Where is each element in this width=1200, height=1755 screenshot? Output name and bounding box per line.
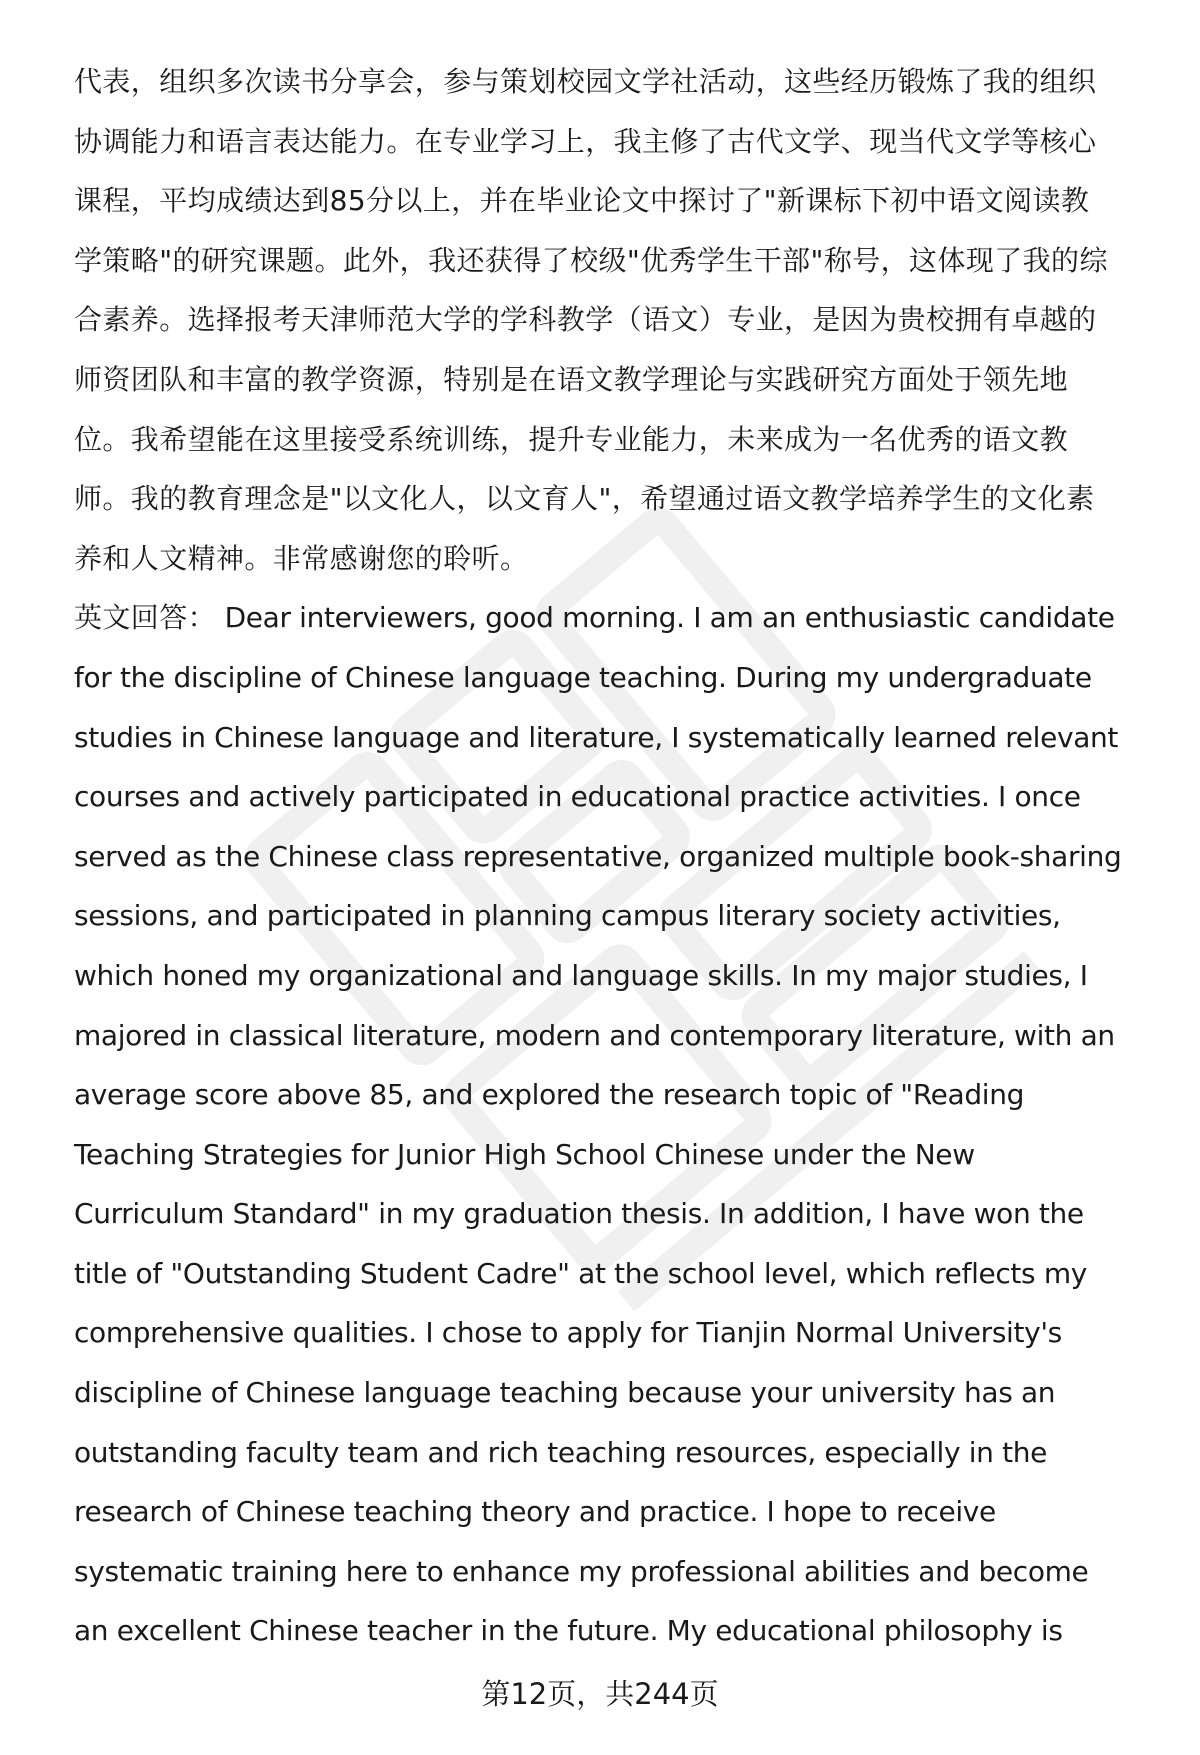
text-line: which honed my organizational and language skills. In my major studies, I [74,958,1088,992]
text-line: for the discipline of Chinese language teaching. During my undergraduate [74,660,1092,694]
chinese-paragraph [74,52,1154,588]
text-line-first [74,588,1154,648]
text-line: 师资团队和丰富的教学资源，特别是在语文教学理论与实践研究方面处于领先地 [74,362,1069,396]
text-line: studies in Chinese language and literature, I systematically learned relevant [74,720,1119,754]
text-line: comprehensive qualities. I chose to apply for Tianjin Normal University's [74,1316,1062,1350]
text-line: courses and actively participated in educational practice activities. I once [74,780,1081,814]
text-line: 合素养。选择报考天津师范大学的学科教学（语文）专业，是因为贵校拥有卓越的 [74,303,1097,337]
text-line: systematic training here to enhance my professional abilities and become [74,1554,1089,1588]
text-line: majored in classical literature, modern and contemporary literature, with an [74,1018,1115,1052]
text-line: discipline of Chinese language teaching because your university has an [74,1376,1056,1410]
text-line: 学策略"的研究课题。此外，我还获得了校级"优秀学生干部"称号，这体现了我的综 [74,243,1108,277]
text-line: 协调能力和语言表达能力。在专业学习上，我主修了古代文学、现当代文学等核心 [74,124,1097,158]
text-line: title of "Outstanding Student Cadre" at the school level, which reflects my [74,1256,1087,1290]
english-answer-paragraph [74,588,1154,1661]
text-line: 位。我希望能在这里接受系统训练，提升专业能力，未来成为一名优秀的语文教 [74,422,1069,456]
text-line: served as the Chinese class representative, organized multiple book-sharing [74,839,1122,873]
page-number: 第12页，共244页 [481,1677,719,1711]
text-line: research of Chinese teaching theory and practice. I hope to receive [74,1495,996,1529]
text-line: Teaching Strategies for Junior High School Chinese under the New [74,1137,975,1171]
text-line: sessions, and participated in planning campus literary society activities, [74,899,1061,933]
text-line: 课程，平均成绩达到85分以上，并在毕业论文中探讨了"新课标下初中语文阅读教 [74,184,1090,218]
text-line: 代表，组织多次读书分享会，参与策划校园文学社活动，这些经历锻炼了我的组织 [74,65,1097,98]
text-line: 师。我的教育理念是"以文化人，以文育人"，希望通过语文教学培养学生的文化素 [74,482,1095,516]
english-answer-label: 英文回答： [74,601,217,635]
text-line: Curriculum Standard" in my graduation thesis. In addition, I have won the [74,1197,1084,1231]
english-answer-first-line: Dear interviewers, good morning. I am an enthusiastic candidate [216,601,1115,635]
document-body [74,52,1154,1661]
text-line: an excellent Chinese teacher in the future. My educational philosophy is [74,1614,1063,1648]
text-line: average score above 85, and explored the research topic of "Reading [74,1078,1025,1112]
text-line: 养和人文精神。非常感谢您的聆听。 [74,541,529,575]
text-line: outstanding faculty team and rich teaching resources, especially in the [74,1435,1048,1469]
